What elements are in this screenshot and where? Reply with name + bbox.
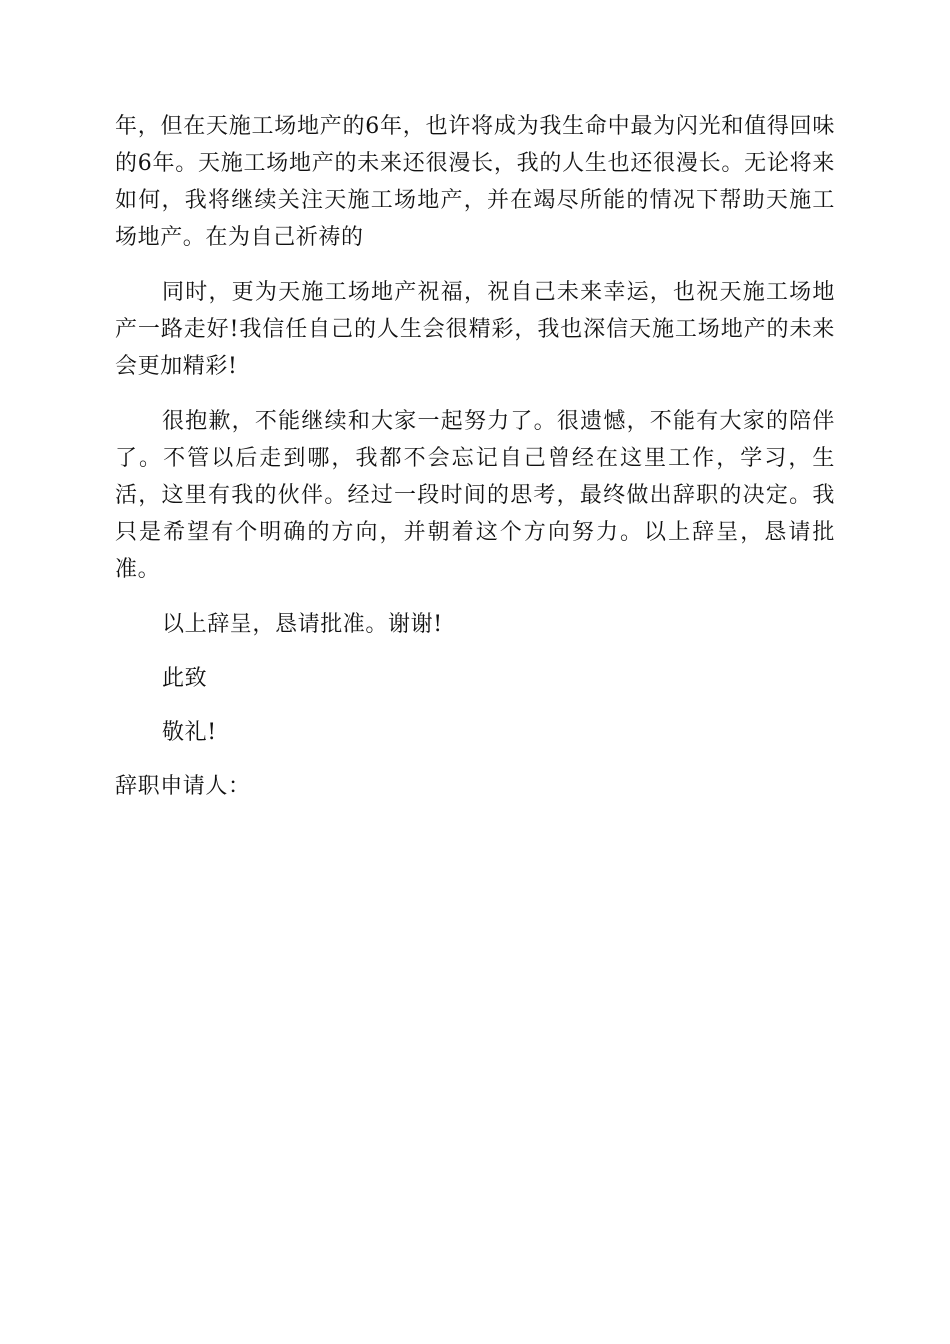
salutation-jingli: 敬礼! — [162, 720, 217, 745]
paragraph-blessing: 同时，更为天施工场地产祝福，祝自己未来幸运，也祝天施工场地产一路走好!我信任自己的人生会很精彩，我也深信天施工场地产的未来会更加精彩! — [115, 280, 835, 379]
paragraph-farewell: 很抱歉，不能继续和大家一起努力了。很遗憾，不能有大家的陪伴了。不管以后走到哪，我都不会忘记自己曾经在这里工作，学习，生活，这里有我的伙伴。经过一段时间的思考，最终做出辞职的决定。我只是希望有个明确的方向，并朝着这个方向努力。以上辞呈，恳请批准。 — [115, 409, 835, 582]
closing-request: 以上辞呈，恳请批准。谢谢! — [162, 612, 443, 637]
salutation-cizhi: 此致 — [162, 666, 208, 691]
paragraph-continuation: 年，但在天施工场地产的6年，也许将成为我生命中最为闪光和值得回味的6年。天施工场地产的未来还很漫长，我的人生也还很漫长。无论将来如何，我将继续关注天施工场地产，并在竭尽所能的情况下帮助天施工场地产。在为自己祈祷的 — [115, 114, 835, 250]
signature-label: 辞职申请人： — [115, 774, 251, 799]
letter-body — [115, 108, 835, 822]
